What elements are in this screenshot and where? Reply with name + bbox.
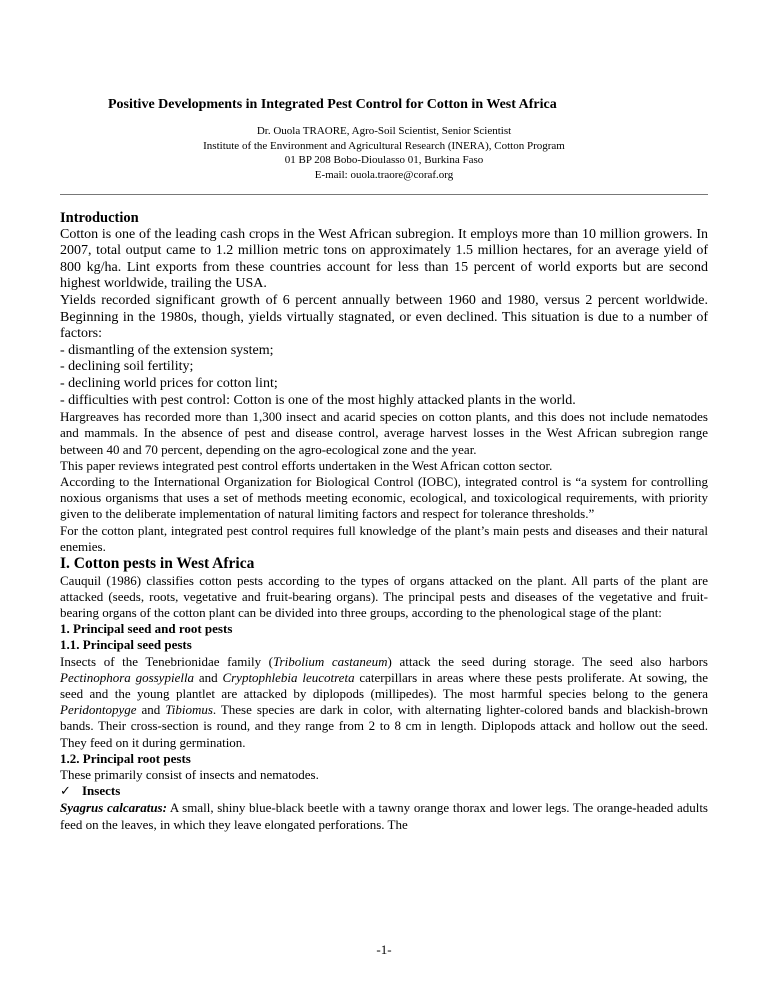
page-number: -1-: [376, 942, 392, 957]
intro-paragraph-3: Hargreaves has recorded more than 1,300 insect and acarid species on cotton plants, and this does not include nematodes and mammals. In the absence of pest and disease control, average harvest losses in the West African subregion range between 40 and 70 percent, depending on the agro-ecological zone and the year.: [60, 409, 708, 457]
intro-paragraph-4: This paper reviews integrated pest control efforts undertaken in the West African cotton sector.: [60, 457, 553, 473]
introduction-heading: Introduction: [60, 210, 139, 226]
author-block: [0, 124, 768, 182]
factor-item-3: - declining world prices for cotton lint;: [60, 375, 278, 391]
document-body: [60, 210, 708, 833]
author-name: Dr. Ouola TRAORE, Agro-Soil Scientist, Senior Scientist: [256, 125, 512, 137]
section-1-paragraph: Cauquil (1986) classifies cotton pests according to the types of organs attacked on the plant. All parts of the plant are attacked (seeds, roots, vegetative and fruit-bearing organs). The principal pests and diseases of the vegetative and fruit-bearing organs of the cotton plant can be divided into three groups, according to the phenological stage of the plant:: [60, 572, 708, 620]
intro-paragraph-6: For the cotton plant, integrated pest control requires full knowledge of the plant’s main pests and diseases and their natural enemies.: [60, 522, 708, 554]
root-pests-paragraph: These primarily consist of insects and nematodes.: [60, 766, 319, 782]
factor-item-1: - dismantling of the extension system;: [60, 342, 274, 358]
subsection-1-2-heading: 1.2. Principal root pests: [60, 750, 191, 766]
intro-paragraph-2: Yields recorded significant growth of 6 percent annually between 1960 and 1980, versus 2 percent worldwide. Beginning in the 1980s, though, yields virtually stagnated, or even declined. This situation is due to a number of factors:: [60, 292, 708, 342]
subsection-1-heading: 1. Principal seed and root pests: [60, 621, 233, 637]
seed-pests-paragraph: Insects of the Tenebrionidae family (Tribolium castaneum) attack the seed during storage. The seed also harbors Pectinophora gossypiella and Cryptophlebia leucotreta caterpillars in areas where these pests proliferate. At sowing, the seed and the young plantlet are attacked by diplopods (millipedes). The most harmful species belong to the genera Peridontopyge and Tibiomus. These species are dark in color, with alternating lighter-colored bands and blackish-brown bands. Their cross-section is round, and they range from 2 to 8 cm in length. Diplopods attack and hollow out the seed. They feed on it during germination.: [60, 653, 708, 750]
species-cryptophlebia: Cryptophlebia leucotreta: [222, 669, 355, 685]
species-pectinophora: Pectinophora gossypiella: [60, 669, 195, 685]
intro-paragraph-1: Cotton is one of the leading cash crops in the West African subregion. It employs more than 10 million growers. In 2007, total output came to 1.2 million metric tons on approximately 1.5 million hectares, for an average yield of 800 kg/ha. Lint exports from these countries account for less than 15 percent of world exports but are second highest worldwide, trailing the USA.: [60, 226, 708, 292]
factor-item-2: - declining soil fertility;: [60, 359, 194, 375]
genus-tibiomus: Tibiomus: [165, 702, 213, 718]
intro-paragraph-5: According to the International Organization for Biological Control (IOBC), integrated control is “a system for controlling noxious organisms that uses a set of methods meeting economic, ecological, and toxicological requirements, with priority given to the deliberate implementation of natural limiting factors and respect for tolerance thresholds.”: [60, 473, 708, 522]
author-email[interactable]: E-mail: ouola.traore@coraf.org: [314, 168, 454, 181]
species-tribolium: Tribolium castaneum: [273, 653, 388, 669]
section-1-heading: I. Cotton pests in West Africa: [60, 554, 255, 572]
genus-peridontopyge: Peridontopyge: [60, 702, 137, 718]
author-institute: Institute of the Environment and Agricultural Research (INERA), Cotton Program: [203, 139, 565, 152]
checkmark-icon: ✓: [60, 784, 71, 800]
syagrus-paragraph: Syagrus calcaratus: A small, shiny blue-black beetle with a tawny orange thorax and lower legs. The orange-headed adults feed on the leaves, in which they leave elongated perforations. The: [60, 800, 708, 832]
subsection-1-1-heading: 1.1. Principal seed pests: [60, 637, 192, 653]
insects-heading: ✓ Insects: [60, 783, 121, 800]
species-syagrus: Syagrus calcaratus:: [60, 800, 167, 816]
factor-item-4: - difficulties with pest control: Cotton is one of the most highly attacked plants in the world.: [60, 392, 576, 408]
header-divider: [60, 194, 708, 195]
document-title: Positive Developments in Integrated Pest Control for Cotton in West Africa: [108, 97, 557, 112]
author-address: 01 BP 208 Bobo-Dioulasso 01, Burkina Faso: [284, 154, 484, 166]
